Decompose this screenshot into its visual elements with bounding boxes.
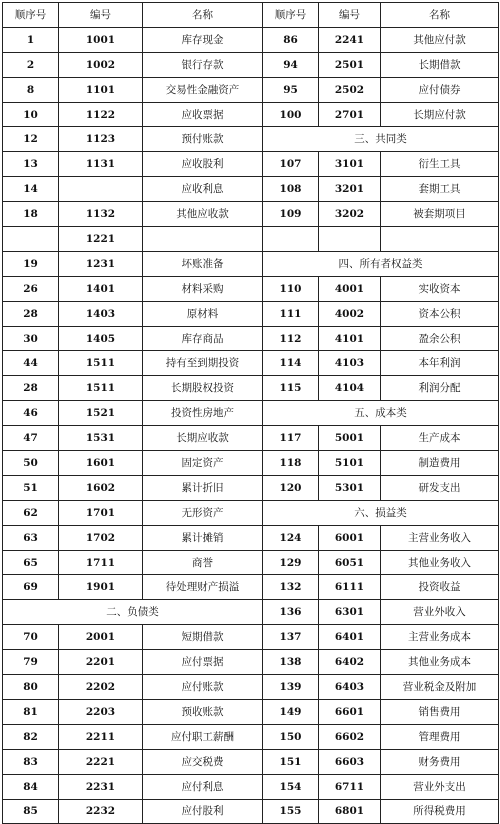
table-row: [3, 351, 499, 376]
account-name: 应付股利: [143, 799, 263, 824]
account-name: 原材料: [143, 301, 263, 326]
account-code: 2232: [59, 799, 143, 824]
sequence-number: 2: [3, 52, 59, 77]
account-code: 2231: [59, 774, 143, 799]
sequence-number: 94: [263, 52, 319, 77]
header-row: [3, 3, 499, 28]
account-code: 5001: [319, 426, 381, 451]
account-code: 2001: [59, 625, 143, 650]
sequence-number: 1: [3, 27, 59, 52]
account-code: 1403: [59, 301, 143, 326]
sequence-number: 150: [263, 724, 319, 749]
sequence-number: 12: [3, 127, 59, 152]
sequence-number: 18: [3, 202, 59, 227]
account-code: 6603: [319, 749, 381, 774]
account-code: 1601: [59, 451, 143, 476]
account-code: 1122: [59, 102, 143, 127]
table-row: [3, 799, 499, 824]
account-name: 应付票据: [143, 650, 263, 675]
section-title: 三、共同类: [263, 127, 499, 152]
table-row: [3, 52, 499, 77]
account-name: 资本公积: [381, 301, 499, 326]
sequence-number: 115: [263, 376, 319, 401]
table-row: [3, 575, 499, 600]
account-name: 生产成本: [381, 426, 499, 451]
account-name: 研发支出: [381, 475, 499, 500]
account-code: [319, 227, 381, 252]
account-name: 应付债券: [381, 77, 499, 102]
account-code: 1901: [59, 575, 143, 600]
account-code: 2501: [319, 52, 381, 77]
header-cell: 顺序号: [263, 3, 319, 28]
account-code: 6602: [319, 724, 381, 749]
table-row: [3, 550, 499, 575]
account-name: [381, 227, 499, 252]
account-code: 3101: [319, 152, 381, 177]
account-code: 6301: [319, 600, 381, 625]
sequence-number: 109: [263, 202, 319, 227]
table-row: [3, 724, 499, 749]
sequence-number: 26: [3, 276, 59, 301]
account-name: 预收账款: [143, 699, 263, 724]
sequence-number: 82: [3, 724, 59, 749]
account-name: 营业外收入: [381, 600, 499, 625]
account-name: 制造费用: [381, 451, 499, 476]
account-code: 2241: [319, 27, 381, 52]
account-name: 盈余公积: [381, 326, 499, 351]
account-name: 实收资本: [381, 276, 499, 301]
table-row: [3, 749, 499, 774]
account-code: 4104: [319, 376, 381, 401]
sequence-number: 50: [3, 451, 59, 476]
account-code: 1711: [59, 550, 143, 575]
header-cell: 编号: [319, 3, 381, 28]
account-code: 1231: [59, 251, 143, 276]
sequence-number: 19: [3, 251, 59, 276]
account-name: 应付职工薪酬: [143, 724, 263, 749]
account-code: 4002: [319, 301, 381, 326]
account-code: 1001: [59, 27, 143, 52]
table-row: [3, 650, 499, 675]
account-code: 4103: [319, 351, 381, 376]
table-row: [3, 77, 499, 102]
sequence-number: 136: [263, 600, 319, 625]
sequence-number: 85: [3, 799, 59, 824]
account-name: 销售费用: [381, 699, 499, 724]
sequence-number: 69: [3, 575, 59, 600]
sequence-number: 120: [263, 475, 319, 500]
sequence-number: 86: [263, 27, 319, 52]
table-row: [3, 500, 499, 525]
account-code: 1531: [59, 426, 143, 451]
account-name: 投资收益: [381, 575, 499, 600]
account-code: 6401: [319, 625, 381, 650]
account-name: 累计折旧: [143, 475, 263, 500]
account-code: 1002: [59, 52, 143, 77]
sequence-number: 51: [3, 475, 59, 500]
sequence-number: 28: [3, 376, 59, 401]
sequence-number: 95: [263, 77, 319, 102]
account-name: 长期应收款: [143, 426, 263, 451]
table-row: [3, 451, 499, 476]
account-name: 应付账款: [143, 675, 263, 700]
sequence-number: 62: [3, 500, 59, 525]
sequence-number: 80: [3, 675, 59, 700]
account-name: 累计摊销: [143, 525, 263, 550]
sequence-number: 124: [263, 525, 319, 550]
account-name: 应收票据: [143, 102, 263, 127]
table-row: [3, 426, 499, 451]
sequence-number: 63: [3, 525, 59, 550]
account-name: 所得税费用: [381, 799, 499, 824]
account-code: 6402: [319, 650, 381, 675]
account-code: 1131: [59, 152, 143, 177]
table-row: [3, 475, 499, 500]
sequence-number: 28: [3, 301, 59, 326]
account-name: 其他业务成本: [381, 650, 499, 675]
account-code: 2221: [59, 749, 143, 774]
account-code: 1221: [59, 227, 143, 252]
table-row: [3, 27, 499, 52]
table-row: [3, 177, 499, 202]
header-cell: 名称: [381, 3, 499, 28]
account-name: 待处理财产损溢: [143, 575, 263, 600]
sequence-number: 129: [263, 550, 319, 575]
account-name: 其他应收款: [143, 202, 263, 227]
sequence-number: 107: [263, 152, 319, 177]
account-code: 6801: [319, 799, 381, 824]
sequence-number: 44: [3, 351, 59, 376]
sequence-number: 10: [3, 102, 59, 127]
account-name: 财务费用: [381, 749, 499, 774]
sequence-number: 151: [263, 749, 319, 774]
account-name: 短期借款: [143, 625, 263, 650]
account-code: 1123: [59, 127, 143, 152]
section-title: 五、成本类: [263, 401, 499, 426]
account-code: 6403: [319, 675, 381, 700]
account-name: 无形资产: [143, 500, 263, 525]
sequence-number: 138: [263, 650, 319, 675]
account-code: 2211: [59, 724, 143, 749]
account-name: 银行存款: [143, 52, 263, 77]
account-name: 主营业务收入: [381, 525, 499, 550]
account-name: 材料采购: [143, 276, 263, 301]
account-code: 2502: [319, 77, 381, 102]
sequence-number: 132: [263, 575, 319, 600]
account-name: 长期借款: [381, 52, 499, 77]
account-name: 其他业务收入: [381, 550, 499, 575]
sequence-number: 65: [3, 550, 59, 575]
account-code: 1132: [59, 202, 143, 227]
sequence-number: 70: [3, 625, 59, 650]
account-name: 主营业务成本: [381, 625, 499, 650]
account-name: 其他应付款: [381, 27, 499, 52]
sequence-number: 139: [263, 675, 319, 700]
account-name: 营业税金及附加: [381, 675, 499, 700]
sequence-number: 84: [3, 774, 59, 799]
account-code: 5101: [319, 451, 381, 476]
account-code: 3201: [319, 177, 381, 202]
table-row: [3, 301, 499, 326]
header-cell: 名称: [143, 3, 263, 28]
table-row: [3, 525, 499, 550]
account-code: 1701: [59, 500, 143, 525]
sequence-number: 149: [263, 699, 319, 724]
account-code: 2201: [59, 650, 143, 675]
account-name: 固定资产: [143, 451, 263, 476]
account-name: 衍生工具: [381, 152, 499, 177]
section-title: 六、损益类: [263, 500, 499, 525]
account-name: 本年利润: [381, 351, 499, 376]
account-code: 4001: [319, 276, 381, 301]
sequence-number: [3, 227, 59, 252]
account-name: 库存商品: [143, 326, 263, 351]
table-row: [3, 251, 499, 276]
table-row: [3, 102, 499, 127]
account-code: 1511: [59, 376, 143, 401]
account-name: 坏账准备: [143, 251, 263, 276]
table-row: [3, 401, 499, 426]
sequence-number: 137: [263, 625, 319, 650]
sequence-number: 118: [263, 451, 319, 476]
sequence-number: 112: [263, 326, 319, 351]
section-title: 四、所有者权益类: [263, 251, 499, 276]
account-name: [143, 227, 263, 252]
sequence-number: 114: [263, 351, 319, 376]
account-name: 库存现金: [143, 27, 263, 52]
account-code: 1401: [59, 276, 143, 301]
account-name: 应交税费: [143, 749, 263, 774]
table-row: [3, 600, 499, 625]
account-name: 管理费用: [381, 724, 499, 749]
table-row: [3, 625, 499, 650]
sequence-number: 83: [3, 749, 59, 774]
account-code: 1405: [59, 326, 143, 351]
account-name: 营业外支出: [381, 774, 499, 799]
account-name: 交易性金融资产: [143, 77, 263, 102]
account-code: 6051: [319, 550, 381, 575]
sequence-number: 8: [3, 77, 59, 102]
table-row: [3, 127, 499, 152]
account-code: [59, 177, 143, 202]
table-row: [3, 376, 499, 401]
table-row: [3, 774, 499, 799]
account-code: 1602: [59, 475, 143, 500]
account-name: 长期应付款: [381, 102, 499, 127]
account-name: 应付利息: [143, 774, 263, 799]
sequence-number: 110: [263, 276, 319, 301]
account-name: 长期股权投资: [143, 376, 263, 401]
table-row: [3, 326, 499, 351]
account-name: 套期工具: [381, 177, 499, 202]
sequence-number: 117: [263, 426, 319, 451]
sequence-number: 47: [3, 426, 59, 451]
account-name: 被套期项目: [381, 202, 499, 227]
account-code: 1101: [59, 77, 143, 102]
account-code: 6111: [319, 575, 381, 600]
section-title: 二、负债类: [3, 600, 263, 625]
account-name: 投资性房地产: [143, 401, 263, 426]
sequence-number: 14: [3, 177, 59, 202]
table-row: [3, 227, 499, 252]
table-row: [3, 675, 499, 700]
sequence-number: 111: [263, 301, 319, 326]
table-row: [3, 699, 499, 724]
account-code: 1702: [59, 525, 143, 550]
sequence-number: 108: [263, 177, 319, 202]
account-code: 3202: [319, 202, 381, 227]
account-code: 4101: [319, 326, 381, 351]
account-code: 2701: [319, 102, 381, 127]
header-cell: 编号: [59, 3, 143, 28]
sequence-number: 79: [3, 650, 59, 675]
account-name: 商誉: [143, 550, 263, 575]
account-code: 1511: [59, 351, 143, 376]
sequence-number: 30: [3, 326, 59, 351]
account-name: 应收利息: [143, 177, 263, 202]
table-body: [3, 27, 499, 824]
account-code: 6601: [319, 699, 381, 724]
account-code: 2203: [59, 699, 143, 724]
sequence-number: 154: [263, 774, 319, 799]
account-name: 应收股利: [143, 152, 263, 177]
sequence-number: 100: [263, 102, 319, 127]
account-name: 持有至到期投资: [143, 351, 263, 376]
sequence-number: 46: [3, 401, 59, 426]
sequence-number: 155: [263, 799, 319, 824]
account-table: [2, 2, 499, 824]
table-row: [3, 152, 499, 177]
table-row: [3, 276, 499, 301]
header-cell: 顺序号: [3, 3, 59, 28]
account-code: 2202: [59, 675, 143, 700]
account-code: 1521: [59, 401, 143, 426]
account-name: 利润分配: [381, 376, 499, 401]
account-code: 5301: [319, 475, 381, 500]
sequence-number: [263, 227, 319, 252]
sequence-number: 13: [3, 152, 59, 177]
account-code: 6711: [319, 774, 381, 799]
account-name: 预付账款: [143, 127, 263, 152]
account-code: 6001: [319, 525, 381, 550]
table-row: [3, 202, 499, 227]
sequence-number: 81: [3, 699, 59, 724]
